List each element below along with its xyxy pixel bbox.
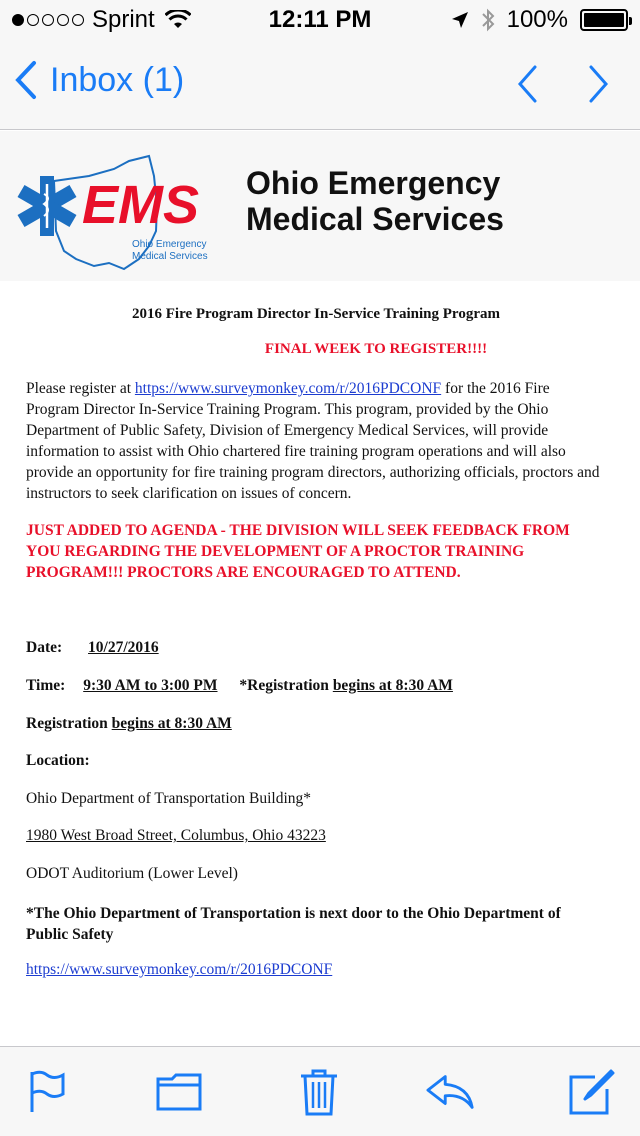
reply-icon	[426, 1072, 476, 1112]
time-value: 9:30 AM to 3:00 PM	[83, 677, 218, 694]
email-banner	[0, 131, 640, 281]
time-note-prefix: *Registration	[239, 677, 333, 694]
back-label: Inbox (1)	[50, 60, 185, 99]
agenda-alert: JUST ADDED TO AGENDA - THE DIVISION WILL SEEK FEEDBACK FROM YOU REGARDING THE DEVELOPMENT OF A PROCTOR TRAINING PROGRAM!!! PROCTORS ARE ENCOURAGED TO ATTEND.	[26, 522, 570, 581]
reply-button[interactable]	[426, 1067, 476, 1117]
move-to-folder-button[interactable]	[154, 1067, 204, 1117]
status-bar	[0, 0, 640, 40]
location-building: Ohio Department of Transportation Building*	[26, 790, 312, 807]
compose-icon	[567, 1069, 615, 1115]
registration-time: begins at 8:30 AM	[111, 715, 232, 732]
status-time: 12:11 PM	[268, 6, 372, 33]
registration-row	[26, 715, 606, 733]
time-note-underlined: begins at 8:30 AM	[332, 677, 453, 694]
intro-paragraph	[26, 378, 606, 504]
carrier-name: Sprint	[92, 6, 155, 33]
compose-button[interactable]	[566, 1067, 616, 1117]
previous-message-button[interactable]	[516, 64, 538, 104]
next-message-button[interactable]	[588, 64, 610, 104]
location-arrow-icon	[451, 11, 469, 29]
bluetooth-icon	[481, 8, 495, 32]
time-row	[26, 677, 606, 695]
ems-logo	[14, 151, 234, 271]
trash-icon	[299, 1068, 339, 1116]
intro-suffix: for the 2016 Fire Program Director In-Service Training Program. This program, provided by the Ohio Department of Public Safety, Division of Emergency Medical Services, will provide information to assist with Ohio chartered fire training program operations and will also provide an opportunity for fire training program directors, authorizing officials, proctors and instructors to seek clarification on issues of concern.	[26, 380, 600, 502]
back-to-inbox-button[interactable]	[14, 60, 184, 100]
time-label: Time:	[26, 677, 66, 694]
location-address: 1980 West Broad Street, Columbus, Ohio 43223	[26, 827, 326, 844]
location-footnote: *The Ohio Department of Transportation is next door to the Ohio Department of Public Safety	[26, 905, 561, 943]
registration-prefix: Registration	[26, 715, 112, 732]
date-label: Date:	[26, 639, 63, 656]
organization-name	[246, 165, 504, 237]
battery-icon	[580, 9, 628, 31]
message-navigation	[516, 64, 610, 104]
navigation-bar	[0, 40, 640, 130]
folder-icon	[156, 1073, 202, 1111]
flag-button[interactable]	[22, 1067, 72, 1117]
chevron-left-icon	[14, 60, 38, 100]
intro-prefix: Please register at	[26, 380, 135, 397]
email-body	[4, 286, 632, 1046]
footer-survey-link[interactable]: https://www.surveymonkey.com/r/2016PDCONF	[26, 961, 333, 978]
flag-icon	[27, 1070, 67, 1114]
logo-text: EMS	[82, 175, 200, 235]
location-room: ODOT Auditorium (Lower Level)	[26, 865, 238, 882]
location-label: Location:	[26, 752, 90, 769]
logo-caption-1: Ohio Emergency	[132, 239, 207, 250]
date-row	[26, 639, 606, 657]
final-week-notice: FINAL WEEK TO REGISTER!!!!	[264, 341, 488, 357]
logo-caption-2: Medical Services	[132, 251, 208, 262]
registration-link[interactable]: https://www.surveymonkey.com/r/2016PDCONF	[134, 380, 442, 397]
bottom-toolbar	[0, 1046, 640, 1136]
time-note	[239, 677, 453, 694]
battery-percent: 100%	[506, 6, 568, 33]
org-line-2: Medical Services	[246, 201, 504, 237]
org-line-1: Ohio Emergency	[246, 165, 501, 201]
status-right	[451, 6, 628, 34]
email-title: 2016 Fire Program Director In-Service Training Program	[132, 306, 500, 322]
delete-button[interactable]	[294, 1067, 344, 1117]
date-value: 10/27/2016	[88, 639, 159, 656]
